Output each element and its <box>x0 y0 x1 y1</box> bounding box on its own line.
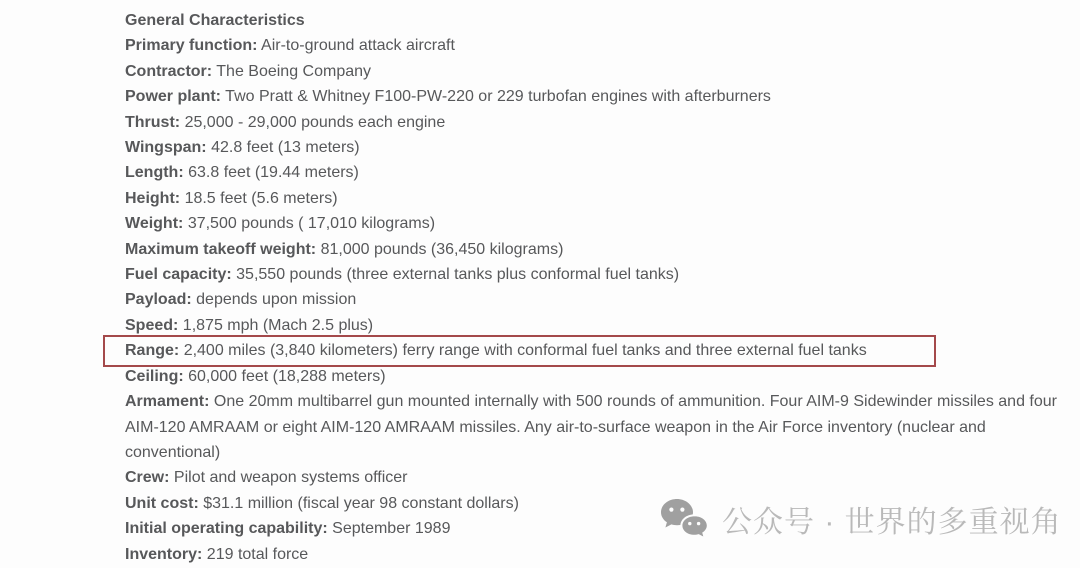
spec-value: depends upon mission <box>196 291 357 309</box>
spec-value: 35,550 pounds (three external tanks plus conformal fuel tanks) <box>236 266 680 284</box>
spec-row-primary-function <box>125 33 1070 58</box>
spec-label: Range: <box>125 342 180 360</box>
spec-row-height <box>125 186 1070 211</box>
spec-label: Crew: <box>125 469 170 487</box>
spec-row-armament <box>125 389 1070 465</box>
spec-row-inventory <box>125 542 1070 567</box>
wechat-icon <box>658 494 708 544</box>
spec-label: Primary function: <box>125 37 258 55</box>
spec-label: Initial operating capability: <box>125 520 328 538</box>
spec-row-contractor <box>125 59 1070 84</box>
spec-row-fuel-capacity <box>125 262 1070 287</box>
spec-row-crew <box>125 465 1070 490</box>
spec-label: Length: <box>125 164 184 182</box>
spec-row-weight <box>125 211 1070 236</box>
spec-value: 60,000 feet (18,288 meters) <box>188 367 386 385</box>
spec-row-wingspan <box>125 135 1070 160</box>
spec-row-power-plant <box>125 84 1070 109</box>
spec-value: 219 total force <box>206 545 309 563</box>
spec-label: Fuel capacity: <box>125 266 232 284</box>
spec-label: Ceiling: <box>125 367 184 385</box>
watermark <box>658 494 1062 544</box>
spec-label: Thrust: <box>125 113 181 131</box>
spec-label: Height: <box>125 189 181 207</box>
spec-label: Wingspan: <box>125 139 207 157</box>
spec-label: Armament: <box>125 393 210 411</box>
spec-value: 42.8 feet (13 meters) <box>211 139 360 157</box>
spec-row-ceiling <box>125 364 1070 389</box>
spec-value: 1,875 mph (Mach 2.5 plus) <box>182 316 374 334</box>
spec-value: Two Pratt & Whitney F100-PW-220 or 229 turbofan engines with afterburners <box>225 88 771 106</box>
spec-row-speed <box>125 313 1070 338</box>
spec-row-thrust <box>125 110 1070 135</box>
section-heading: General Characteristics <box>125 12 305 29</box>
spec-value: One 20mm multibarrel gun mounted internally with 500 rounds of ammunition. Four AIM-9 Sidewinder missiles and four AIM-120 AMRAAM or eight AIM-120 AMRAAM missiles. Any air-to-surface weapon in the Air Force inventory (nuclear and conventional) <box>125 393 1057 461</box>
spec-value: The Boeing Company <box>216 62 372 80</box>
spec-sheet <box>125 8 1070 567</box>
spec-label: Contractor: <box>125 62 213 80</box>
spec-label: Speed: <box>125 316 179 334</box>
spec-value: 37,500 pounds ( 17,010 kilograms) <box>187 215 436 233</box>
spec-value: $31.1 million (fiscal year 98 constant dollars) <box>203 494 519 512</box>
spec-row-length <box>125 160 1070 185</box>
spec-value: 18.5 feet (5.6 meters) <box>184 189 338 207</box>
spec-row-range <box>125 338 1070 363</box>
spec-label: Power plant: <box>125 88 222 106</box>
spec-label: Payload: <box>125 291 192 309</box>
spec-value: 63.8 feet (19.44 meters) <box>188 164 359 182</box>
spec-value: 81,000 pounds (36,450 kilograms) <box>320 240 564 258</box>
spec-value: 2,400 miles (3,840 kilometers) ferry range with conformal fuel tanks and three external fuel tanks <box>183 342 867 360</box>
spec-row-max-takeoff-weight <box>125 237 1070 262</box>
spec-row-payload <box>125 287 1070 312</box>
spec-label: Weight: <box>125 215 184 233</box>
spec-value: 25,000 - 29,000 pounds each engine <box>184 113 446 131</box>
spec-value: September 1989 <box>332 520 451 538</box>
spec-value: Pilot and weapon systems officer <box>173 469 408 487</box>
spec-label: Inventory: <box>125 545 203 563</box>
watermark-text: 公众号 · 世界的多重视角 <box>722 506 1062 539</box>
spec-label: Maximum takeoff weight: <box>125 240 317 258</box>
spec-value: Air-to-ground attack aircraft <box>261 37 455 55</box>
spec-label: Unit cost: <box>125 494 199 512</box>
